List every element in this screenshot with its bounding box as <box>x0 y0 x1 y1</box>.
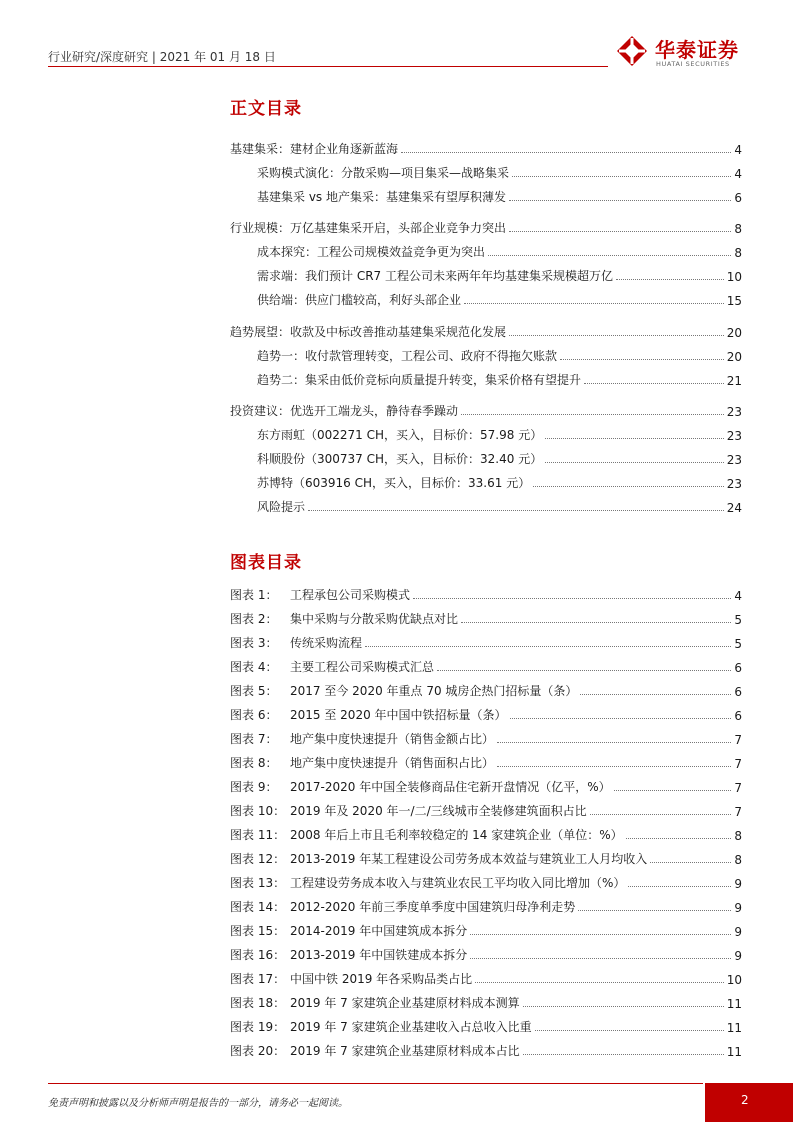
figure-item[interactable]: 图表 6： 2015 至 2020 年中国中铁招标量（条） 6 <box>230 708 742 723</box>
figure-item[interactable]: 图表 20： 2019 年 7 家建筑企业基建原材料成本占比 11 <box>230 1044 742 1059</box>
toc-item[interactable]: 趋势展望：收款及中标改善推动基建集采规范化发展 20 <box>230 325 742 340</box>
figure-item[interactable]: 图表 2： 集中采购与分散采购优缺点对比 5 <box>230 612 742 627</box>
figures-title: 图表目录 <box>230 553 302 573</box>
toc-item[interactable]: 趋势一：收付款管理转变，工程公司、政府不得拖欠账款 20 <box>257 349 742 364</box>
figure-item[interactable]: 图表 10： 2019 年及 2020 年一/二/三线城市全装修建筑面积占比 7 <box>230 804 742 819</box>
header-breadcrumb: 行业研究/深度研究 | 2021 年 01 月 18 日 <box>48 50 276 64</box>
toc-item[interactable]: 基建集采：建材企业角逐新蓝海 4 <box>230 142 742 157</box>
toc-item[interactable]: 科顺股份（300737 CH，买入，目标价：32.40 元） 23 <box>257 452 742 467</box>
figure-item[interactable]: 图表 3： 传统采购流程 5 <box>230 636 742 651</box>
toc-item[interactable]: 需求端：我们预计 CR7 工程公司未来两年年均基建集采规模超万亿 10 <box>257 269 742 284</box>
toc-item[interactable]: 东方雨虹（002271 CH，买入，目标价：57.98 元） 23 <box>257 428 742 443</box>
figure-item[interactable]: 图表 13： 工程建设劳务成本收入与建筑业农民工平均收入同比增加（%） 9 <box>230 876 742 891</box>
figure-item[interactable]: 图表 16： 2013-2019 年中国铁建成本拆分 9 <box>230 948 742 963</box>
toc-item[interactable]: 趋势二：集采由低价竞标向质量提升转变，集采价格有望提升 21 <box>257 373 742 388</box>
toc-item[interactable]: 供给端：供应门槛较高，利好头部企业 15 <box>257 293 742 308</box>
toc-item[interactable]: 风险提示 24 <box>257 500 742 515</box>
logo-text-en: HUATAI SECURITIES <box>656 60 730 68</box>
brand-logo <box>615 34 750 70</box>
toc-item[interactable]: 采购模式演化：分散采购—项目集采—战略集采 4 <box>257 166 742 181</box>
figure-item[interactable]: 图表 7： 地产集中度快速提升（销售金额占比） 7 <box>230 732 742 747</box>
page-number-box <box>705 1083 793 1122</box>
footer-divider <box>48 1083 703 1084</box>
figure-item[interactable]: 图表 4： 主要工程公司采购模式汇总 6 <box>230 660 742 675</box>
figure-item[interactable]: 图表 19： 2019 年 7 家建筑企业基建收入占总收入比重 11 <box>230 1020 742 1035</box>
figure-item[interactable]: 图表 1： 工程承包公司采购模式 4 <box>230 588 742 603</box>
figure-item[interactable]: 图表 15： 2014-2019 年中国建筑成本拆分 9 <box>230 924 742 939</box>
figure-item[interactable]: 图表 18： 2019 年 7 家建筑企业基建原材料成本测算 11 <box>230 996 742 1011</box>
figure-item[interactable]: 图表 8： 地产集中度快速提升（销售面积占比） 7 <box>230 756 742 771</box>
toc-item[interactable]: 成本探究：工程公司规模效益竞争更为突出 8 <box>257 245 742 260</box>
figure-item[interactable]: 图表 9： 2017-2020 年中国全装修商品住宅新开盘情况（亿平，%） 7 <box>230 780 742 795</box>
toc-item[interactable]: 行业规模：万亿基建集采开启，头部企业竞争力突出 8 <box>230 221 742 236</box>
figure-item[interactable]: 图表 14： 2012-2020 年前三季度单季度中国建筑归母净利走势 9 <box>230 900 742 915</box>
toc-item[interactable]: 苏博特（603916 CH，买入，目标价：33.61 元） 23 <box>257 476 742 491</box>
figure-item[interactable]: 图表 12： 2013-2019 年某工程建设公司劳务成本效益与建筑业工人月均收入 8 <box>230 852 742 867</box>
logo-text-cn: 华泰证券 <box>655 38 739 62</box>
figure-item[interactable]: 图表 17： 中国中铁 2019 年各采购品类占比 10 <box>230 972 742 987</box>
page-number: 2 <box>741 1093 749 1107</box>
toc-item[interactable]: 投资建议：优选开工端龙头，静待春季躁动 23 <box>230 404 742 419</box>
footer-disclaimer: 免责声明和披露以及分析师声明是报告的一部分，请务必一起阅读。 <box>48 1098 348 1109</box>
figure-item[interactable]: 图表 11： 2008 年后上市且毛利率较稳定的 14 家建筑企业（单位：%） 8 <box>230 828 742 843</box>
toc-title: 正文目录 <box>230 99 302 119</box>
figure-item[interactable]: 图表 5： 2017 至今 2020 年重点 70 城房企热门招标量（条） 6 <box>230 684 742 699</box>
huatai-logo-icon <box>615 34 649 68</box>
toc-item[interactable]: 基建集采 vs 地产集采：基建集采有望厚积薄发 6 <box>257 190 742 205</box>
header-divider <box>48 66 608 67</box>
